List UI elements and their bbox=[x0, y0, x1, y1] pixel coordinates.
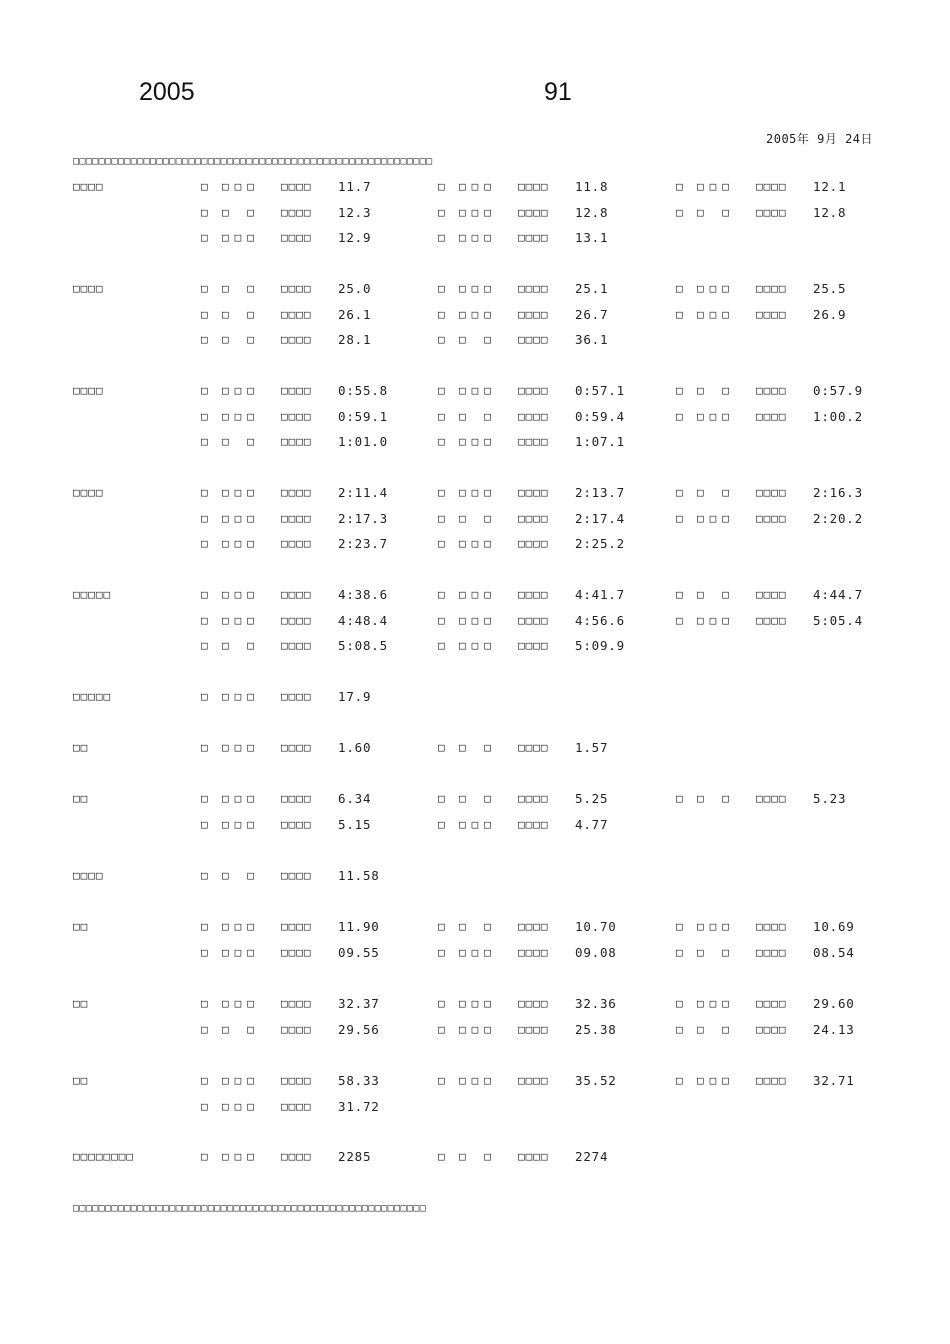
result-rank: □ bbox=[438, 205, 451, 219]
athlete-name: □□□ bbox=[459, 1022, 497, 1036]
athlete-name: □□□ bbox=[459, 205, 497, 219]
athlete-name: □□□ bbox=[222, 817, 260, 831]
result-mark: 09.55 bbox=[338, 944, 380, 960]
result-rank: □ bbox=[438, 384, 451, 397]
result-mark: 10.69 bbox=[813, 919, 855, 934]
document-number: 91 bbox=[544, 78, 572, 106]
result-rank: □ bbox=[438, 945, 451, 959]
athlete-name: □□□ bbox=[459, 384, 497, 397]
document-date: 2005年 9月 24日 bbox=[766, 132, 874, 146]
school-name: □□□□ bbox=[281, 231, 312, 245]
school-name: □□□□ bbox=[518, 741, 549, 754]
result-rank: □ bbox=[438, 307, 451, 321]
athlete-name: □□□ bbox=[222, 1074, 260, 1087]
result-rank: □ bbox=[201, 690, 214, 703]
athlete-name: □□□ bbox=[222, 945, 260, 959]
athlete-name: □□□ bbox=[222, 792, 260, 805]
athlete-name: □□□ bbox=[459, 307, 497, 321]
event-name: □□ bbox=[73, 1074, 89, 1087]
school-name: □□□□ bbox=[281, 282, 312, 295]
school-name: □□□□ bbox=[518, 435, 549, 449]
result-mark: 2:17.4 bbox=[575, 510, 625, 526]
athlete-name: □ □ bbox=[222, 1022, 260, 1036]
school-name: □□□□ bbox=[518, 997, 549, 1010]
result-mark: 12.8 bbox=[813, 204, 847, 220]
school-name: □□□□ bbox=[281, 435, 312, 449]
result-mark: 4:48.4 bbox=[338, 612, 388, 628]
result-rank: □ bbox=[676, 511, 689, 525]
result-rank: □ bbox=[201, 205, 214, 219]
result-mark: 1:01.0 bbox=[338, 434, 388, 450]
result-rank: □ bbox=[201, 792, 214, 805]
athlete-name: □ □ bbox=[222, 333, 260, 347]
school-name: □□□□ bbox=[756, 307, 787, 321]
school-name: □□□□ bbox=[756, 205, 787, 219]
school-name: □□□□ bbox=[281, 690, 312, 703]
result-rank: □ bbox=[438, 486, 451, 499]
result-mark: 29.60 bbox=[813, 996, 855, 1011]
result-mark: 26.1 bbox=[338, 306, 372, 322]
result-mark: 09.08 bbox=[575, 944, 617, 960]
result-rank: □ bbox=[676, 307, 689, 321]
event-name: □□□□ bbox=[73, 282, 104, 295]
school-name: □□□□ bbox=[756, 384, 787, 397]
athlete-name: □□□ bbox=[222, 613, 260, 627]
result-rank: □ bbox=[438, 282, 451, 295]
result-rank: □ bbox=[201, 817, 214, 831]
athlete-name: □ □ bbox=[459, 920, 497, 933]
school-name: □□□□ bbox=[756, 920, 787, 933]
result-mark: 10.70 bbox=[575, 919, 617, 934]
result-rank: □ bbox=[438, 511, 451, 525]
result-mark: 25.0 bbox=[338, 281, 372, 296]
result-rank: □ bbox=[438, 639, 451, 653]
athlete-name: □□□ bbox=[459, 639, 497, 653]
athlete-name: □ □ bbox=[697, 205, 735, 219]
athlete-name: □ □ bbox=[697, 792, 735, 805]
athlete-name: □□□ bbox=[459, 537, 497, 551]
school-name: □□□□ bbox=[518, 1150, 549, 1163]
result-rank: □ bbox=[438, 741, 451, 754]
result-mark: 26.7 bbox=[575, 306, 609, 322]
event-name: □□ bbox=[73, 792, 89, 805]
athlete-name: □□□ bbox=[222, 690, 260, 703]
result-rank: □ bbox=[201, 639, 214, 653]
result-mark: 2285 bbox=[338, 1149, 372, 1164]
athlete-name: □□□ bbox=[697, 282, 735, 295]
result-rank: □ bbox=[438, 180, 451, 193]
result-mark: 11.90 bbox=[338, 919, 380, 934]
school-name: □□□□ bbox=[518, 817, 549, 831]
result-rank: □ bbox=[676, 205, 689, 219]
result-rank: □ bbox=[438, 613, 451, 627]
result-rank: □ bbox=[438, 409, 451, 423]
result-mark: 12.1 bbox=[813, 179, 847, 194]
athlete-name: □□□ bbox=[697, 307, 735, 321]
athlete-name: □ □ bbox=[697, 1022, 735, 1036]
school-name: □□□□ bbox=[518, 920, 549, 933]
result-mark: 28.1 bbox=[338, 332, 372, 348]
athlete-name: □ □ bbox=[459, 741, 497, 754]
athlete-name: □□□ bbox=[222, 537, 260, 551]
athlete-name: □□□ bbox=[459, 588, 497, 601]
result-rank: □ bbox=[201, 307, 214, 321]
school-name: □□□□ bbox=[518, 205, 549, 219]
result-rank: □ bbox=[201, 1074, 214, 1087]
school-name: □□□□ bbox=[518, 1022, 549, 1036]
athlete-name: □□□ bbox=[697, 997, 735, 1010]
athlete-name: □□□ bbox=[222, 1099, 260, 1113]
result-mark: 12.3 bbox=[338, 204, 372, 220]
footer-note: □□□□□□□□□□□□□□□□□□□□□□□□□□□□□□□□□□□□□□□□□□□□□□□□□□□□□□□ bbox=[73, 1203, 427, 1214]
result-rank: □ bbox=[438, 537, 451, 551]
result-mark: 0:57.9 bbox=[813, 383, 863, 398]
event-name: □□ bbox=[73, 920, 89, 933]
result-rank: □ bbox=[676, 792, 689, 805]
school-name: □□□□ bbox=[518, 307, 549, 321]
athlete-name: □□□ bbox=[222, 997, 260, 1010]
result-mark: 25.5 bbox=[813, 281, 847, 296]
athlete-name: □□□ bbox=[459, 997, 497, 1010]
athlete-name: □□□ bbox=[697, 920, 735, 933]
school-name: □□□□ bbox=[518, 588, 549, 601]
school-name: □□□□ bbox=[518, 639, 549, 653]
school-name: □□□□ bbox=[756, 997, 787, 1010]
result-mark: 2:25.2 bbox=[575, 536, 625, 552]
school-name: □□□□ bbox=[281, 588, 312, 601]
school-name: □□□□ bbox=[756, 511, 787, 525]
result-rank: □ bbox=[438, 1150, 451, 1163]
result-rank: □ bbox=[438, 792, 451, 805]
athlete-name: □ □ bbox=[222, 869, 260, 882]
result-mark: 5.25 bbox=[575, 791, 609, 806]
athlete-name: □ □ bbox=[697, 945, 735, 959]
athlete-name: □□□ bbox=[222, 180, 260, 193]
school-name: □□□□ bbox=[281, 511, 312, 525]
result-rank: □ bbox=[438, 435, 451, 449]
result-rank: □ bbox=[201, 741, 214, 754]
result-rank: □ bbox=[201, 945, 214, 959]
result-mark: 0:59.4 bbox=[575, 408, 625, 424]
result-rank: □ bbox=[201, 537, 214, 551]
result-rank: □ bbox=[676, 409, 689, 423]
athlete-name: □ □ bbox=[459, 511, 497, 525]
event-name: □□ bbox=[73, 741, 89, 754]
school-name: □□□□ bbox=[281, 817, 312, 831]
athlete-name: □□□ bbox=[697, 1074, 735, 1087]
school-name: □□□□ bbox=[756, 409, 787, 423]
event-name: □□ bbox=[73, 997, 89, 1010]
athlete-name: □ □ bbox=[222, 639, 260, 653]
school-name: □□□□ bbox=[281, 486, 312, 499]
school-name: □□□□ bbox=[518, 1074, 549, 1087]
result-mark: 11.58 bbox=[338, 868, 380, 883]
athlete-name: □□□ bbox=[459, 282, 497, 295]
result-mark: 24.13 bbox=[813, 1021, 855, 1037]
result-rank: □ bbox=[201, 333, 214, 347]
school-name: □□□□ bbox=[756, 945, 787, 959]
result-rank: □ bbox=[201, 920, 214, 933]
athlete-name: □□□ bbox=[697, 511, 735, 525]
result-rank: □ bbox=[676, 613, 689, 627]
result-mark: 36.1 bbox=[575, 332, 609, 348]
event-name: □□□□ bbox=[73, 486, 104, 499]
school-name: □□□□ bbox=[518, 409, 549, 423]
athlete-name: □□□ bbox=[222, 1150, 260, 1163]
athlete-name: □□□ bbox=[222, 409, 260, 423]
result-mark: 12.9 bbox=[338, 230, 372, 246]
result-mark: 2:23.7 bbox=[338, 536, 388, 552]
athlete-name: □□□ bbox=[222, 741, 260, 754]
school-name: □□□□ bbox=[281, 613, 312, 627]
result-rank: □ bbox=[201, 588, 214, 601]
school-name: □□□□ bbox=[756, 1074, 787, 1087]
school-name: □□□□ bbox=[281, 180, 312, 193]
school-name: □□□□ bbox=[518, 613, 549, 627]
result-mark: 2:13.7 bbox=[575, 485, 625, 500]
event-name: □□□□ bbox=[73, 180, 104, 193]
school-name: □□□□ bbox=[756, 282, 787, 295]
athlete-name: □ □ bbox=[697, 384, 735, 397]
result-mark: 1:00.2 bbox=[813, 408, 863, 424]
school-name: □□□□ bbox=[281, 997, 312, 1010]
result-mark: 1:07.1 bbox=[575, 434, 625, 450]
athlete-name: □ □ bbox=[459, 333, 497, 347]
result-mark: 2:20.2 bbox=[813, 510, 863, 526]
result-rank: □ bbox=[201, 282, 214, 295]
result-mark: 26.9 bbox=[813, 306, 847, 322]
document-year: 2005 bbox=[139, 78, 195, 106]
result-mark: 4:56.6 bbox=[575, 612, 625, 628]
school-name: □□□□ bbox=[518, 333, 549, 347]
result-mark: 2:16.3 bbox=[813, 485, 863, 500]
athlete-name: □□□ bbox=[459, 180, 497, 193]
school-name: □□□□ bbox=[518, 231, 549, 245]
result-rank: □ bbox=[438, 1022, 451, 1036]
athlete-name: □ □ bbox=[459, 409, 497, 423]
athlete-name: □ □ bbox=[459, 792, 497, 805]
athlete-name: □□□ bbox=[459, 817, 497, 831]
school-name: □□□□ bbox=[281, 333, 312, 347]
result-mark: 6.34 bbox=[338, 791, 372, 806]
result-mark: 32.37 bbox=[338, 996, 380, 1011]
athlete-name: □□□ bbox=[697, 613, 735, 627]
school-name: □□□□ bbox=[756, 180, 787, 193]
school-name: □□□□ bbox=[281, 869, 312, 882]
athlete-name: □ □ bbox=[222, 307, 260, 321]
result-mark: 35.52 bbox=[575, 1073, 617, 1088]
athlete-name: □ □ bbox=[222, 205, 260, 219]
result-mark: 2:17.3 bbox=[338, 510, 388, 526]
athlete-name: □ □ bbox=[697, 486, 735, 499]
result-rank: □ bbox=[201, 997, 214, 1010]
athlete-name: □□□ bbox=[459, 945, 497, 959]
result-rank: □ bbox=[201, 231, 214, 245]
event-name: □□□□□ bbox=[73, 690, 112, 703]
school-name: □□□□ bbox=[518, 792, 549, 805]
school-name: □□□□ bbox=[281, 741, 312, 754]
result-rank: □ bbox=[201, 180, 214, 193]
school-name: □□□□ bbox=[281, 1074, 312, 1087]
athlete-name: □□□ bbox=[459, 613, 497, 627]
result-rank: □ bbox=[676, 1022, 689, 1036]
event-name: □□□□ bbox=[73, 384, 104, 397]
result-mark: 0:55.8 bbox=[338, 383, 388, 398]
school-name: □□□□ bbox=[281, 792, 312, 805]
result-mark: 0:57.1 bbox=[575, 383, 625, 398]
athlete-name: □ □ bbox=[222, 435, 260, 449]
result-mark: 5:05.4 bbox=[813, 612, 863, 628]
result-mark: 12.8 bbox=[575, 204, 609, 220]
school-name: □□□□ bbox=[518, 282, 549, 295]
result-mark: 11.7 bbox=[338, 179, 372, 194]
athlete-name: □□□ bbox=[222, 384, 260, 397]
school-name: □□□□ bbox=[518, 511, 549, 525]
result-rank: □ bbox=[676, 486, 689, 499]
school-name: □□□□ bbox=[281, 1099, 312, 1113]
result-rank: □ bbox=[438, 333, 451, 347]
school-name: □□□□ bbox=[756, 792, 787, 805]
school-name: □□□□ bbox=[518, 384, 549, 397]
athlete-name: □□□ bbox=[459, 486, 497, 499]
result-mark: 5.15 bbox=[338, 816, 372, 832]
result-mark: 4:41.7 bbox=[575, 587, 625, 602]
school-name: □□□□ bbox=[518, 486, 549, 499]
result-mark: 4:38.6 bbox=[338, 587, 388, 602]
result-rank: □ bbox=[676, 997, 689, 1010]
school-name: □□□□ bbox=[281, 639, 312, 653]
school-name: □□□□ bbox=[281, 409, 312, 423]
result-mark: 29.56 bbox=[338, 1021, 380, 1037]
result-rank: □ bbox=[676, 1074, 689, 1087]
event-name: □□□□□ bbox=[73, 588, 112, 601]
result-rank: □ bbox=[438, 231, 451, 245]
result-rank: □ bbox=[438, 817, 451, 831]
school-name: □□□□ bbox=[281, 205, 312, 219]
result-mark: 31.72 bbox=[338, 1098, 380, 1114]
athlete-name: □□□ bbox=[697, 180, 735, 193]
school-name: □□□□ bbox=[281, 1150, 312, 1163]
result-rank: □ bbox=[201, 511, 214, 525]
school-name: □□□□ bbox=[281, 920, 312, 933]
school-name: □□□□ bbox=[281, 384, 312, 397]
result-rank: □ bbox=[676, 945, 689, 959]
school-name: □□□□ bbox=[756, 486, 787, 499]
result-rank: □ bbox=[201, 1022, 214, 1036]
result-rank: □ bbox=[438, 920, 451, 933]
athlete-name: □□□ bbox=[697, 409, 735, 423]
result-mark: 5:09.9 bbox=[575, 638, 625, 654]
school-name: □□□□ bbox=[756, 588, 787, 601]
school-name: □□□□ bbox=[518, 945, 549, 959]
result-mark: 5.23 bbox=[813, 791, 847, 806]
result-mark: 25.38 bbox=[575, 1021, 617, 1037]
school-name: □□□□ bbox=[756, 1022, 787, 1036]
athlete-name: □□□ bbox=[459, 1074, 497, 1087]
result-mark: 0:59.1 bbox=[338, 408, 388, 424]
result-rank: □ bbox=[438, 1074, 451, 1087]
school-name: □□□□ bbox=[281, 1022, 312, 1036]
event-name: □□□□□□□□ bbox=[73, 1150, 134, 1163]
athlete-name: □□□ bbox=[222, 486, 260, 499]
result-mark: 08.54 bbox=[813, 944, 855, 960]
result-rank: □ bbox=[676, 180, 689, 193]
result-mark: 17.9 bbox=[338, 689, 372, 704]
athlete-name: □ □ bbox=[697, 588, 735, 601]
school-name: □□□□ bbox=[281, 945, 312, 959]
athlete-name: □ □ bbox=[222, 282, 260, 295]
athlete-name: □□□ bbox=[222, 511, 260, 525]
result-rank: □ bbox=[201, 384, 214, 397]
athlete-name: □ □ bbox=[459, 1150, 497, 1163]
result-mark: 1.57 bbox=[575, 740, 609, 755]
result-rank: □ bbox=[438, 588, 451, 601]
school-name: □□□□ bbox=[518, 537, 549, 551]
result-mark: 58.33 bbox=[338, 1073, 380, 1088]
school-name: □□□□ bbox=[756, 613, 787, 627]
result-mark: 4.77 bbox=[575, 816, 609, 832]
athlete-name: □□□ bbox=[222, 588, 260, 601]
result-rank: □ bbox=[201, 613, 214, 627]
result-rank: □ bbox=[201, 486, 214, 499]
result-rank: □ bbox=[201, 869, 214, 882]
result-mark: 4:44.7 bbox=[813, 587, 863, 602]
result-rank: □ bbox=[676, 282, 689, 295]
result-rank: □ bbox=[676, 920, 689, 933]
result-mark: 2:11.4 bbox=[338, 485, 388, 500]
athlete-name: □□□ bbox=[459, 231, 497, 245]
result-rank: □ bbox=[676, 384, 689, 397]
athlete-name: □□□ bbox=[222, 920, 260, 933]
result-mark: 11.8 bbox=[575, 179, 609, 194]
result-rank: □ bbox=[201, 409, 214, 423]
result-mark: 32.71 bbox=[813, 1073, 855, 1088]
result-mark: 1.60 bbox=[338, 740, 372, 755]
result-rank: □ bbox=[676, 588, 689, 601]
school-name: □□□□ bbox=[281, 307, 312, 321]
result-mark: 2274 bbox=[575, 1149, 609, 1164]
result-mark: 32.36 bbox=[575, 996, 617, 1011]
result-rank: □ bbox=[438, 997, 451, 1010]
result-mark: 5:08.5 bbox=[338, 638, 388, 654]
school-name: □□□□ bbox=[281, 537, 312, 551]
result-mark: 25.1 bbox=[575, 281, 609, 296]
result-rank: □ bbox=[201, 1099, 214, 1113]
event-name: □□□□ bbox=[73, 869, 104, 882]
school-name: □□□□ bbox=[518, 180, 549, 193]
result-mark: 13.1 bbox=[575, 230, 609, 246]
athlete-name: □□□ bbox=[459, 435, 497, 449]
result-rank: □ bbox=[201, 1150, 214, 1163]
athlete-name: □□□ bbox=[222, 231, 260, 245]
header-note: □□□□□□□□□□□□□□□□□□□□□□□□□□□□□□□□□□□□□□□□□□□□□□□□□□□□□□□□ bbox=[73, 156, 433, 167]
result-rank: □ bbox=[201, 435, 214, 449]
